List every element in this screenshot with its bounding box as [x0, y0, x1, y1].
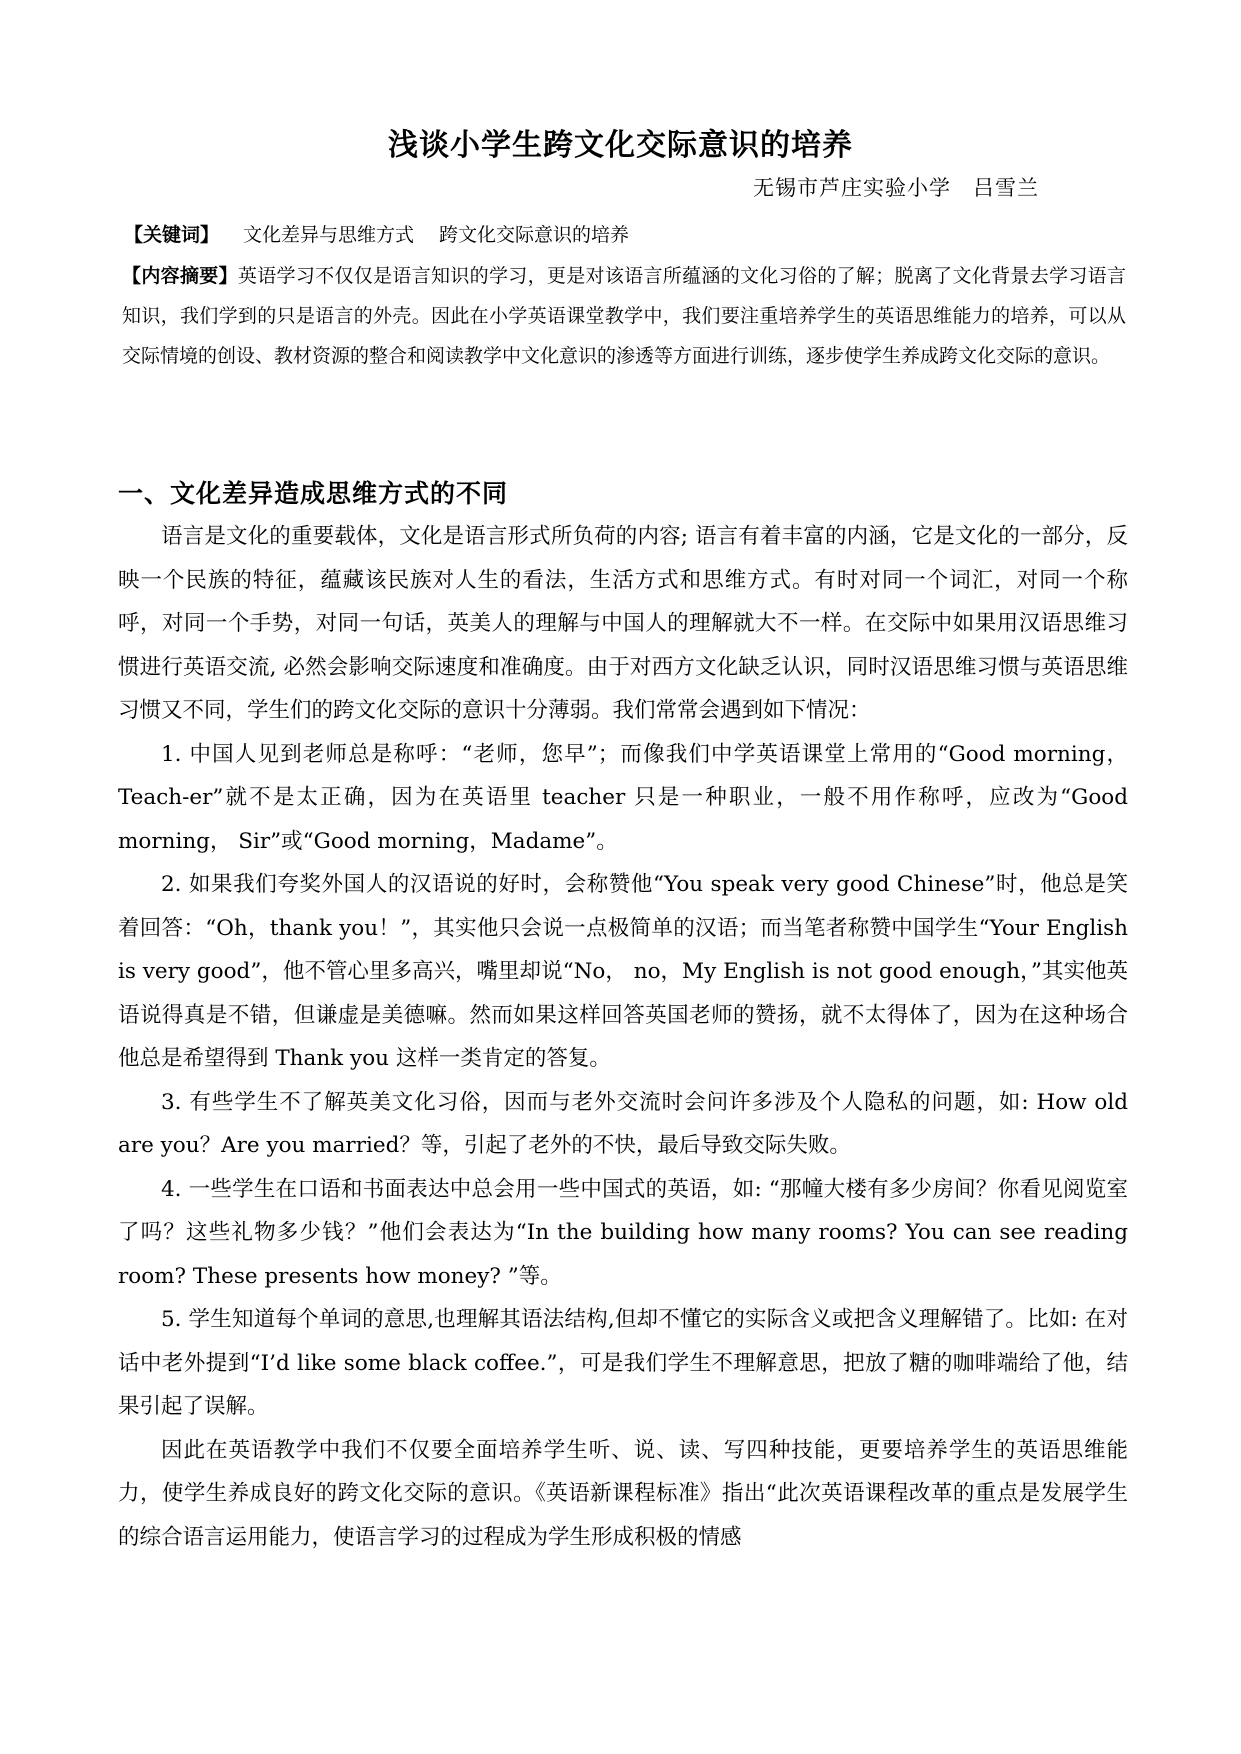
section-heading: 一、文化差异造成思维方式的不同	[118, 479, 509, 508]
abstract-label: 【内容摘要】	[122, 265, 238, 287]
author-line: 无锡市芦庄实验小学 吕雪兰	[753, 176, 1039, 200]
keywords-text: 文化差异与思维方式 跨文化交际意识的培养	[243, 224, 630, 246]
abstract-block	[122, 256, 1126, 376]
body-text	[118, 515, 1128, 1559]
paragraph-item-1: 1. 中国人见到老师总是称呼：“老师，您早”；而像我们中学英语课堂上常用的“Good morning， Teach-er”就不是太正确，因为在英语里 teacher 只是一种职业，一般不用作称呼，应改为“Good morning， Sir”或“Good morning，Madame”。	[118, 741, 1128, 854]
abstract-text: 英语学习不仅仅是语言知识的学习，更是对该语言所蕴涵的文化习俗的了解；脱离了文化背景去学习语言知识，我们学到的只是语言的外壳。因此在小学英语课堂教学中，我们要注重培养学生的英语思维能力的培养，可以从交际情境的创设、教材资源的整合和阅读教学中文化意识的渗透等方面进行训练，逐步使学生养成跨文化交际的意识。	[122, 265, 1126, 367]
paragraph-item-2: 2. 如果我们夸奖外国人的汉语说的好时，会称赞他“You speak very good Chinese”时，他总是笑着回答：“Oh，thank you！”，其实他只会说一点极简单的汉语；而当笔者称赞中国学生“Your English is very good”，他不管心里多高兴，嘴里却说“No， no，My English is not good enough，”其实他英语说得真是不错，但谦虚是美德嘛。然而如果这样回答英国老师的赞扬，就不太得体了，因为在这种场合他总是希望得到 Thank you 这样一类肯定的答复。	[118, 872, 1128, 1071]
document-title: 浅谈小学生跨文化交际意识的培养	[388, 128, 853, 163]
paragraph-intro: 语言是文化的重要载体，文化是语言形式所负荷的内容; 语言有着丰富的内涵，它是文化的一部分，反映一个民族的特征，蕴藏该民族对人生的看法，生活方式和思维方式。有时对同一个词汇，对同一个称呼，对同一个手势，对同一句话，英美人的理解与中国人的理解就大不一样。在交际中如果用汉语思维习惯进行英语交流, 必然会影响交际速度和准确度。由于对西方文化缺乏认识，同时汉语思维习惯与英语思维习惯又不同，学生们的跨文化交际的意识十分薄弱。我们常常会遇到如下情况：	[118, 524, 1128, 723]
paragraph-conclusion: 因此在英语教学中我们不仅要全面培养学生听、说、读、写四种技能，更要培养学生的英语思维能力，使学生养成良好的跨文化交际的意识。《英语新课程标准》指出“此次英语课程改革的重点是发展学生的综合语言运用能力，使语言学习的过程成为学生形成积极的情感	[118, 1437, 1128, 1550]
keywords-label: 【关键词】	[124, 224, 220, 246]
paragraph-item-5: 5. 学生知道每个单词的意思,也理解其语法结构,但却不懂它的实际含义或把含义理解错了。比如: 在对话中老外提到“I’d like some black coffee.”，可是我们学生不理解意思，把放了糖的咖啡端给了他，结果引起了误解。	[118, 1307, 1128, 1419]
keywords-line	[124, 220, 629, 247]
paragraph-item-3: 3. 有些学生不了解英美文化习俗，因而与老外交流时会问许多涉及个人隐私的问题，如: How old are you？Are you married？等，引起了老外的不快，最后导致交际失败。	[118, 1089, 1128, 1158]
paragraph-item-4: 4. 一些学生在口语和书面表达中总会用一些中国式的英语，如: “那幢大楼有多少房间？你看见阅览室了吗？这些礼物多少钱？”他们会表达为“In the building how many rooms? You can see reading room? These presents how money? ”等。	[118, 1176, 1128, 1289]
